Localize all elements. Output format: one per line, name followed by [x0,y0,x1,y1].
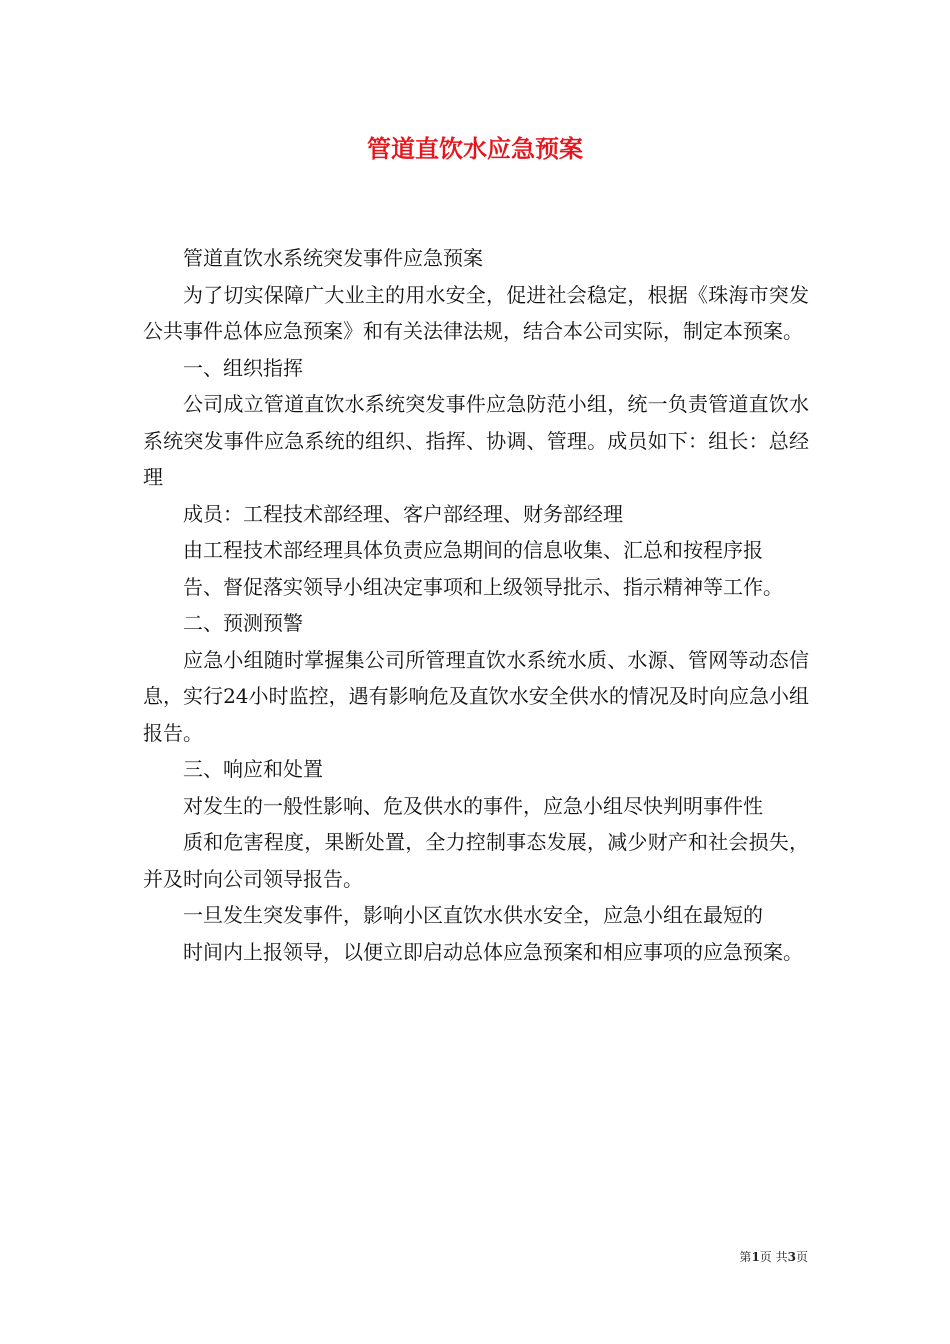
section-heading-organization: 一、组织指挥 [183,355,303,380]
section-heading-response: 三、响应和处置 [183,757,323,781]
document-body [143,240,809,970]
body-paragraph: 应急小组随时掌握集公司所管理直饮水系统水质、水源、管网等动态信息，实行24小时监控，遇有影响危及直饮水安全供水的情况及时向应急小组报告。 [143,647,809,745]
body-paragraph: 告、督促落实领导小组决定事项和上级领导批示、指示精神等工作。 [183,574,783,599]
page-number-footer [739,1249,808,1265]
body-paragraph: 由工程技术部经理具体负责应急期间的信息收集、汇总和按程序报 [183,538,763,562]
footer-suffix: 页 [795,1250,808,1264]
body-paragraph: 时间内上报领导，以便立即启动总体应急预案和相应事项的应急预案。 [183,939,803,964]
subtitle-paragraph: 管道直饮水系统突发事件应急预案 [183,246,483,270]
section-heading-warning: 二、预测预警 [183,611,303,635]
body-paragraph: 公司成立管道直饮水系统突发事件应急防范小组，统一负责管道直饮水系统突发事件应急系统的组织、指挥、协调、管理。成员如下：组长：总经理 [143,392,809,489]
footer-middle: 页 共 [759,1250,788,1264]
body-paragraph: 质和危害程度，果断处置，全力控制事态发展，减少财产和社会损失，并及时向公司领导报告。 [143,830,809,891]
body-paragraph: 对发生的一般性影响、危及供水的事件，应急小组尽快判明事件性 [183,793,763,818]
footer-total-pages: 3 [787,1250,796,1264]
footer-current-page: 1 [751,1250,760,1264]
body-paragraph: 一旦发生突发事件，影响小区直饮水供水安全，应急小组在最短的 [183,903,763,927]
footer-prefix: 第 [739,1250,752,1264]
body-paragraph: 成员：工程技术部经理、客户部经理、财务部经理 [183,501,623,526]
document-title: 管道直饮水应急预案 [367,134,583,163]
intro-paragraph: 为了切实保障广大业主的用水安全，促进社会稳定，根据《珠海市突发公共事件总体应急预案》和有关法律法规，结合本公司实际，制定本预案。 [143,282,809,343]
